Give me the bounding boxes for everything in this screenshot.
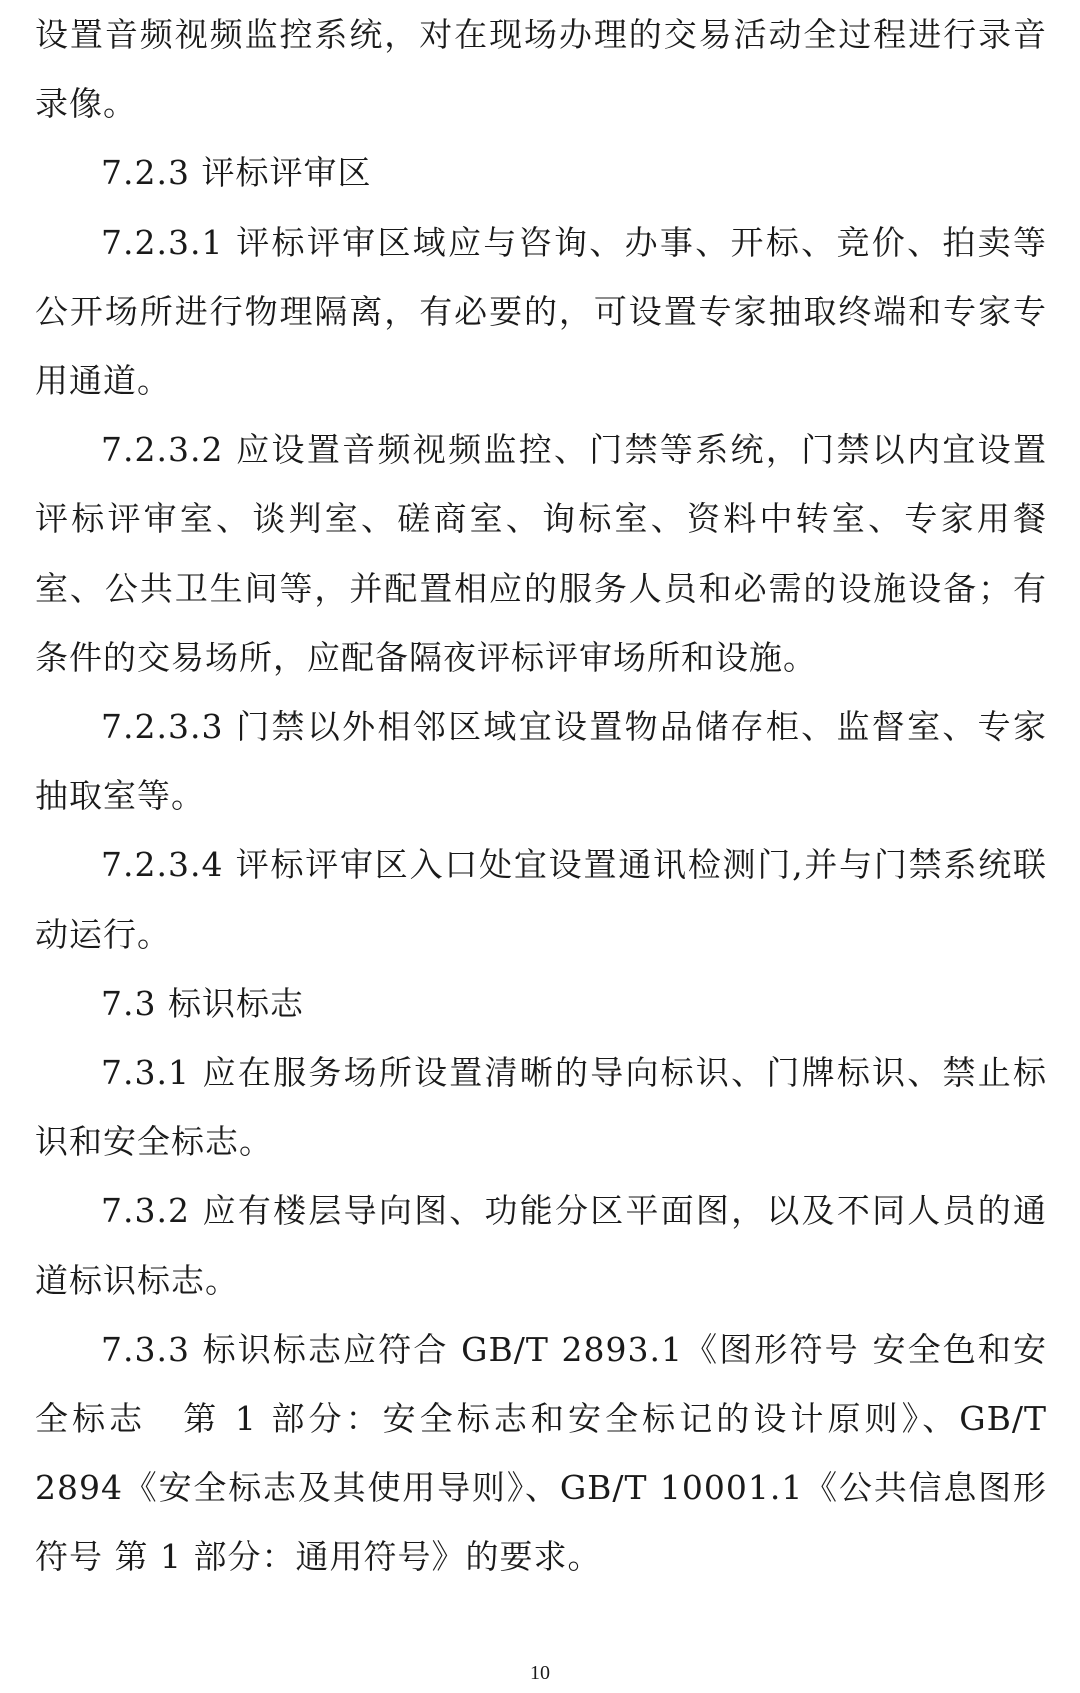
paragraph-continuation: 设置音频视频监控系统，对在现场办理的交易活动全过程进行录音录像。 bbox=[35, 15, 1047, 124]
clause-7-3-2: 7.3.2 应有楼层导向图、功能分区平面图，以及不同人员的通道标识标志。 bbox=[35, 1191, 1047, 1300]
clause-7-3-3: 7.3.3 标识标志应符合 GB/T 2893.1《图形符号 安全色和安全标志 第 1 部分：安全标志和安全标记的设计原则》、GB/T 2894《安全标志及其使用导则》、GB/T 10001.1《公共信息图形符号 第 1 部分：通用符号》的要求。 bbox=[35, 1329, 1047, 1577]
clause-7-3-1: 7.3.1 应在服务场所设置清晰的导向标识、门牌标识、禁止标识和安全标志。 bbox=[35, 1053, 1047, 1162]
clause-7-2-3-3: 7.2.3.3 门禁以外相邻区域宜设置物品储存柜、监督室、专家抽取室等。 bbox=[35, 707, 1047, 816]
clause-7-2-3-1: 7.2.3.1 评标评审区域应与咨询、办事、开标、竞价、拍卖等公开场所进行物理隔离，有必要的，可设置专家抽取终端和专家专用通道。 bbox=[35, 222, 1047, 401]
body-text bbox=[35, 0, 1047, 1592]
page-number: 10 bbox=[530, 1662, 550, 1684]
clause-7-2-3-4: 7.2.3.4 评标评审区入口处宜设置通讯检测门,并与门禁系统联动运行。 bbox=[35, 845, 1047, 954]
section-heading-7-3: 7.3 标识标志 bbox=[101, 983, 304, 1023]
section-heading-7-2-3: 7.2.3 评标评审区 bbox=[101, 153, 372, 193]
clause-7-2-3-2: 7.2.3.2 应设置音频视频监控、门禁等系统，门禁以内宜设置评标评审室、谈判室、磋商室、询标室、资料中转室、专家用餐室、公共卫生间等，并配置相应的服务人员和必需的设施设备；有条件的交易场所，应配备隔夜评标评审场所和设施。 bbox=[35, 430, 1047, 677]
